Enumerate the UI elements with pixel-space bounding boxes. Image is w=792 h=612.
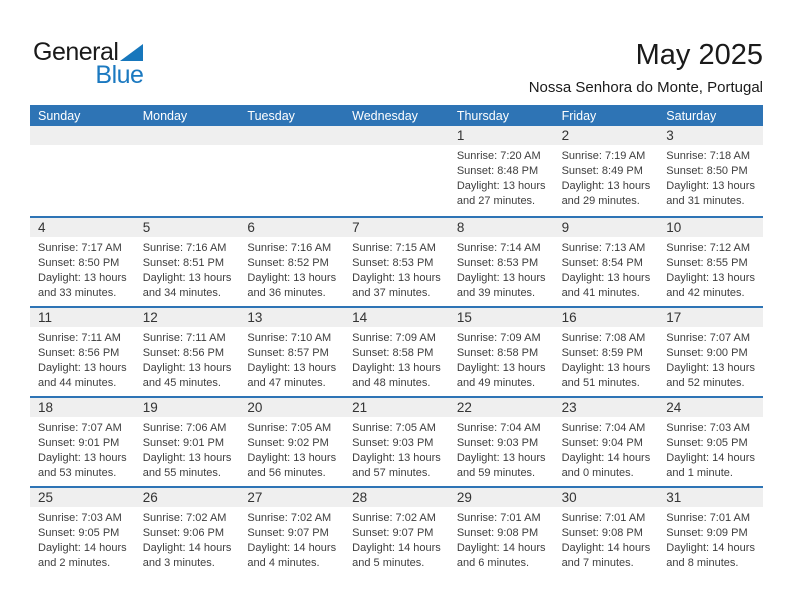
day-details <box>239 417 344 481</box>
day-detail-line: Sunset: 8:52 PM <box>247 257 329 269</box>
day-detail-line: Daylight: 14 hours <box>666 452 755 464</box>
day-details <box>135 417 240 481</box>
day-detail-line: Sunrise: 7:20 AM <box>456 150 541 162</box>
day-detail-line: Daylight: 14 hours <box>352 542 441 554</box>
weekday-header-row <box>30 105 763 126</box>
day-detail-line: Sunset: 8:59 PM <box>561 347 643 359</box>
day-detail-line: Daylight: 13 hours <box>247 362 337 374</box>
day-detail-line: Sunset: 8:54 PM <box>561 257 643 269</box>
day-detail-line: Sunset: 9:08 PM <box>561 527 643 539</box>
day-number: 28 <box>352 490 368 505</box>
day-cell <box>344 488 449 576</box>
day-number: 13 <box>247 310 263 325</box>
day-cell <box>239 218 344 306</box>
day-number-band <box>658 126 763 145</box>
day-cell <box>135 126 240 216</box>
day-details <box>344 417 449 481</box>
day-cell <box>658 218 763 306</box>
day-detail-line: Sunrise: 7:03 AM <box>38 512 122 524</box>
day-cell <box>449 308 554 396</box>
day-number: 11 <box>38 310 53 325</box>
day-number: 9 <box>561 220 570 235</box>
week-row <box>30 396 763 486</box>
day-detail-line: Sunset: 8:50 PM <box>38 257 120 269</box>
day-number-band <box>30 218 135 237</box>
day-number-band <box>239 398 344 417</box>
day-details <box>135 327 240 391</box>
day-details <box>449 327 554 391</box>
day-detail-line: Daylight: 13 hours <box>247 272 337 284</box>
logo-text-general: General <box>33 38 119 66</box>
day-detail-line: and 2 minutes. <box>38 557 111 569</box>
day-details <box>30 327 135 391</box>
day-detail-line: Sunset: 8:56 PM <box>38 347 120 359</box>
day-cell <box>30 398 135 486</box>
week-row <box>30 306 763 396</box>
day-detail-line: Daylight: 13 hours <box>561 272 651 284</box>
day-detail-line: Sunrise: 7:14 AM <box>456 242 541 254</box>
day-cell <box>554 398 659 486</box>
day-detail-line: Sunrise: 7:04 AM <box>456 422 541 434</box>
weekday-header-tuesday: Tuesday <box>247 108 295 123</box>
day-details <box>658 417 763 481</box>
day-detail-line: Daylight: 13 hours <box>142 452 232 464</box>
day-detail-line: Sunset: 9:05 PM <box>38 527 120 539</box>
day-detail-line: and 1 minute. <box>666 467 733 479</box>
day-details <box>135 507 240 571</box>
day-details <box>30 507 135 571</box>
day-number-band <box>30 308 135 327</box>
day-detail-line: Sunset: 8:53 PM <box>456 257 539 269</box>
day-number: 23 <box>561 400 577 415</box>
day-detail-line: Sunset: 9:07 PM <box>247 527 329 539</box>
day-cell <box>30 488 135 576</box>
day-number-band <box>30 398 135 417</box>
day-detail-line: Daylight: 13 hours <box>142 362 232 374</box>
day-number: 7 <box>352 220 360 235</box>
day-detail-line: Daylight: 14 hours <box>561 542 651 554</box>
day-number-band <box>344 126 449 145</box>
day-detail-line: and 56 minutes. <box>247 467 326 479</box>
day-detail-line: and 41 minutes. <box>561 287 640 299</box>
day-number: 6 <box>247 220 255 235</box>
day-cell <box>554 218 659 306</box>
day-detail-line: and 31 minutes. <box>666 195 745 207</box>
day-number: 30 <box>561 490 577 505</box>
day-detail-line: and 52 minutes. <box>666 377 745 389</box>
day-detail-line: Sunrise: 7:18 AM <box>666 150 751 162</box>
day-detail-line: Sunrise: 7:01 AM <box>456 512 541 524</box>
day-detail-line: Sunrise: 7:11 AM <box>38 332 121 344</box>
day-number: 31 <box>666 490 682 505</box>
day-detail-line: and 8 minutes. <box>666 557 739 569</box>
day-number-band <box>135 398 240 417</box>
day-detail-line: Sunset: 9:08 PM <box>456 527 539 539</box>
day-detail-line: Sunset: 8:55 PM <box>666 257 748 269</box>
day-detail-line: Sunset: 9:01 PM <box>142 437 225 449</box>
day-detail-line: and 48 minutes. <box>352 377 431 389</box>
day-detail-line: Daylight: 14 hours <box>456 542 546 554</box>
day-details <box>239 507 344 571</box>
day-detail-line: Daylight: 13 hours <box>352 452 441 464</box>
day-details <box>135 237 240 301</box>
day-detail-line: Daylight: 13 hours <box>456 362 546 374</box>
day-detail-line: Sunrise: 7:08 AM <box>561 332 646 344</box>
day-detail-line: Sunset: 9:03 PM <box>352 437 434 449</box>
day-detail-line: Daylight: 13 hours <box>456 180 546 192</box>
day-cell <box>239 398 344 486</box>
day-number: 29 <box>456 490 472 505</box>
day-details <box>554 145 659 209</box>
day-details <box>554 417 659 481</box>
day-detail-line: Sunrise: 7:06 AM <box>142 422 227 434</box>
day-detail-line: and 45 minutes. <box>142 377 221 389</box>
day-detail-line: Sunrise: 7:07 AM <box>38 422 122 434</box>
weekday-header-wednesday: Wednesday <box>352 108 418 123</box>
day-number: 26 <box>142 490 158 505</box>
calendar-weeks <box>30 126 763 576</box>
day-number: 24 <box>666 400 682 415</box>
day-detail-line: Sunrise: 7:09 AM <box>352 332 436 344</box>
day-detail-line: Sunset: 8:53 PM <box>352 257 434 269</box>
day-detail-line: Sunrise: 7:03 AM <box>666 422 751 434</box>
day-detail-line: Sunset: 9:02 PM <box>247 437 329 449</box>
day-details <box>344 327 449 391</box>
day-detail-line: and 27 minutes. <box>456 195 536 207</box>
day-number-band <box>135 126 240 145</box>
day-detail-line: Sunset: 9:04 PM <box>561 437 643 449</box>
day-cell <box>135 308 240 396</box>
day-number: 17 <box>666 310 682 325</box>
day-detail-line: Daylight: 13 hours <box>38 272 127 284</box>
day-number-band <box>554 218 659 237</box>
week-row <box>30 126 763 216</box>
day-detail-line: Daylight: 13 hours <box>38 452 127 464</box>
day-detail-line: Daylight: 13 hours <box>666 272 755 284</box>
day-details <box>30 237 135 301</box>
day-detail-line: Sunrise: 7:05 AM <box>352 422 436 434</box>
day-detail-line: Sunset: 9:03 PM <box>456 437 539 449</box>
day-detail-line: Sunrise: 7:02 AM <box>142 512 227 524</box>
day-detail-line: Sunrise: 7:11 AM <box>142 332 226 344</box>
day-number-band <box>135 308 240 327</box>
day-detail-line: and 51 minutes. <box>561 377 640 389</box>
day-details <box>344 507 449 571</box>
day-cell <box>554 488 659 576</box>
day-detail-line: Sunset: 9:09 PM <box>666 527 748 539</box>
day-detail-line: Daylight: 13 hours <box>666 362 755 374</box>
day-number: 22 <box>456 400 472 415</box>
week-row <box>30 486 763 576</box>
weekday-header-friday: Friday <box>561 108 597 123</box>
day-cell <box>658 398 763 486</box>
day-details <box>135 145 240 149</box>
day-cell <box>239 126 344 216</box>
day-detail-line: Daylight: 13 hours <box>561 180 651 192</box>
day-number-band <box>135 218 240 237</box>
day-detail-line: Daylight: 14 hours <box>247 542 337 554</box>
day-number: 25 <box>38 490 54 505</box>
day-detail-line: and 5 minutes. <box>352 557 425 569</box>
day-detail-line: Sunrise: 7:16 AM <box>142 242 227 254</box>
day-details <box>344 145 449 149</box>
weekday-header-monday: Monday <box>142 108 188 123</box>
day-detail-line: and 47 minutes. <box>247 377 326 389</box>
day-cell <box>30 218 135 306</box>
day-details <box>658 507 763 571</box>
day-detail-line: and 3 minutes. <box>142 557 215 569</box>
day-details <box>554 237 659 301</box>
day-detail-line: Sunrise: 7:02 AM <box>352 512 436 524</box>
day-number-band <box>658 218 763 237</box>
day-detail-line: Sunrise: 7:09 AM <box>456 332 541 344</box>
day-details <box>449 145 554 209</box>
day-number-band <box>344 218 449 237</box>
weekday-header-saturday: Saturday <box>666 108 717 123</box>
day-detail-line: Sunset: 8:49 PM <box>561 165 643 177</box>
day-details <box>554 507 659 571</box>
day-number: 5 <box>142 220 151 235</box>
day-number: 3 <box>666 128 674 143</box>
day-number: 1 <box>456 128 465 143</box>
day-number-band <box>239 488 344 507</box>
day-number-band <box>239 308 344 327</box>
day-detail-line: Sunset: 8:48 PM <box>456 165 539 177</box>
day-number-band <box>658 488 763 507</box>
day-detail-line: and 33 minutes. <box>38 287 117 299</box>
day-number: 8 <box>456 220 465 235</box>
day-detail-line: Daylight: 13 hours <box>352 362 441 374</box>
day-cell <box>30 126 135 216</box>
day-detail-line: and 6 minutes. <box>456 557 529 569</box>
general-blue-logo <box>33 38 144 89</box>
day-details <box>239 237 344 301</box>
day-number-band <box>554 488 659 507</box>
day-detail-line: Sunset: 8:51 PM <box>142 257 225 269</box>
day-detail-line: Sunrise: 7:01 AM <box>666 512 751 524</box>
day-cell <box>135 398 240 486</box>
day-detail-line: Daylight: 13 hours <box>561 362 651 374</box>
day-detail-line: and 4 minutes. <box>247 557 320 569</box>
day-number-band <box>554 308 659 327</box>
day-detail-line: Sunset: 9:07 PM <box>352 527 434 539</box>
day-cell <box>658 126 763 216</box>
day-details <box>554 327 659 391</box>
day-detail-line: Daylight: 14 hours <box>666 542 755 554</box>
day-number: 14 <box>352 310 368 325</box>
day-number: 20 <box>247 400 263 415</box>
day-number-band <box>30 488 135 507</box>
day-detail-line: Sunset: 9:06 PM <box>142 527 225 539</box>
day-detail-line: Daylight: 13 hours <box>38 362 127 374</box>
day-detail-line: and 0 minutes. <box>561 467 634 479</box>
week-row <box>30 216 763 306</box>
day-number-band <box>658 398 763 417</box>
day-cell <box>344 218 449 306</box>
day-cell <box>554 308 659 396</box>
weekday-header-sunday: Sunday <box>38 108 81 123</box>
day-number: 15 <box>456 310 472 325</box>
day-details <box>449 417 554 481</box>
day-detail-line: Daylight: 13 hours <box>352 272 441 284</box>
day-detail-line: and 29 minutes. <box>561 195 640 207</box>
day-detail-line: and 7 minutes. <box>561 557 634 569</box>
day-details <box>344 237 449 301</box>
day-number-band <box>449 218 554 237</box>
day-detail-line: and 36 minutes. <box>247 287 326 299</box>
day-number-band <box>344 308 449 327</box>
day-details <box>658 145 763 209</box>
day-detail-line: and 59 minutes. <box>456 467 536 479</box>
day-cell <box>135 218 240 306</box>
day-number: 27 <box>247 490 263 505</box>
day-number-band <box>658 308 763 327</box>
day-detail-line: and 57 minutes. <box>352 467 431 479</box>
day-detail-line: Daylight: 13 hours <box>456 452 546 464</box>
day-detail-line: Sunset: 9:05 PM <box>666 437 748 449</box>
day-cell <box>344 398 449 486</box>
day-detail-line: and 34 minutes. <box>142 287 221 299</box>
day-cell <box>344 126 449 216</box>
day-details <box>239 327 344 391</box>
logo-triangle-icon <box>120 44 143 61</box>
day-number: 19 <box>142 400 158 415</box>
day-number-band <box>554 126 659 145</box>
day-detail-line: Daylight: 13 hours <box>142 272 232 284</box>
day-detail-line: Sunrise: 7:05 AM <box>247 422 332 434</box>
day-detail-line: and 42 minutes. <box>666 287 745 299</box>
logo-text-blue: Blue <box>95 61 144 89</box>
calendar-table <box>30 105 763 576</box>
day-number-band <box>554 398 659 417</box>
day-detail-line: and 53 minutes. <box>38 467 117 479</box>
day-detail-line: Sunrise: 7:17 AM <box>38 242 122 254</box>
day-number-band <box>135 488 240 507</box>
day-number-band <box>449 126 554 145</box>
day-detail-line: Sunrise: 7:07 AM <box>666 332 751 344</box>
location-subtitle: Nossa Senhora do Monte, Portugal <box>528 79 763 96</box>
day-number: 10 <box>666 220 682 235</box>
day-detail-line: Daylight: 13 hours <box>666 180 755 192</box>
day-detail-line: Sunrise: 7:12 AM <box>666 242 751 254</box>
day-number: 4 <box>38 220 46 235</box>
day-cell <box>658 488 763 576</box>
day-cell <box>449 398 554 486</box>
day-details <box>30 417 135 481</box>
day-detail-line: Sunset: 8:56 PM <box>142 347 225 359</box>
day-detail-line: Sunrise: 7:01 AM <box>561 512 646 524</box>
day-number-band <box>239 218 344 237</box>
day-detail-line: Daylight: 13 hours <box>247 452 337 464</box>
day-cell <box>344 308 449 396</box>
day-detail-line: Sunset: 9:00 PM <box>666 347 748 359</box>
day-number-band <box>239 126 344 145</box>
day-detail-line: Daylight: 13 hours <box>456 272 546 284</box>
day-details <box>30 145 135 149</box>
day-details <box>239 145 344 149</box>
day-number: 18 <box>38 400 54 415</box>
day-details <box>658 237 763 301</box>
day-number: 21 <box>352 400 368 415</box>
day-number-band <box>449 398 554 417</box>
day-detail-line: and 44 minutes. <box>38 377 117 389</box>
month-title: May 2025 <box>635 39 763 71</box>
day-detail-line: Sunrise: 7:15 AM <box>352 242 436 254</box>
day-number-band <box>30 126 135 145</box>
day-detail-line: Sunset: 9:01 PM <box>38 437 120 449</box>
day-detail-line: Daylight: 14 hours <box>142 542 232 554</box>
day-cell <box>239 308 344 396</box>
day-cell <box>239 488 344 576</box>
day-detail-line: Sunrise: 7:10 AM <box>247 332 332 344</box>
day-number-band <box>344 398 449 417</box>
day-number: 2 <box>561 128 570 143</box>
day-details <box>449 507 554 571</box>
day-details <box>658 327 763 391</box>
day-detail-line: Sunrise: 7:04 AM <box>561 422 646 434</box>
day-detail-line: Sunrise: 7:16 AM <box>247 242 332 254</box>
day-number-band <box>449 488 554 507</box>
day-cell <box>135 488 240 576</box>
day-number-band <box>344 488 449 507</box>
day-detail-line: Sunset: 8:57 PM <box>247 347 329 359</box>
day-detail-line: and 49 minutes. <box>456 377 536 389</box>
day-detail-line: Sunset: 8:58 PM <box>352 347 434 359</box>
day-detail-line: Sunrise: 7:19 AM <box>561 150 646 162</box>
day-cell <box>449 126 554 216</box>
day-cell <box>554 126 659 216</box>
day-details <box>449 237 554 301</box>
day-cell <box>658 308 763 396</box>
day-detail-line: and 39 minutes. <box>456 287 536 299</box>
day-cell <box>30 308 135 396</box>
day-detail-line: Sunset: 8:58 PM <box>456 347 539 359</box>
day-detail-line: Daylight: 14 hours <box>38 542 127 554</box>
day-detail-line: Sunrise: 7:02 AM <box>247 512 332 524</box>
day-number: 12 <box>142 310 158 325</box>
day-cell <box>449 488 554 576</box>
day-cell <box>449 218 554 306</box>
day-detail-line: Daylight: 14 hours <box>561 452 651 464</box>
day-number-band <box>449 308 554 327</box>
day-number: 16 <box>561 310 577 325</box>
day-detail-line: Sunset: 8:50 PM <box>666 165 748 177</box>
day-detail-line: and 55 minutes. <box>142 467 221 479</box>
title-block <box>529 38 763 96</box>
day-detail-line: Sunrise: 7:13 AM <box>561 242 646 254</box>
weekday-header-thursday: Thursday <box>456 108 509 123</box>
day-detail-line: and 37 minutes. <box>352 287 431 299</box>
